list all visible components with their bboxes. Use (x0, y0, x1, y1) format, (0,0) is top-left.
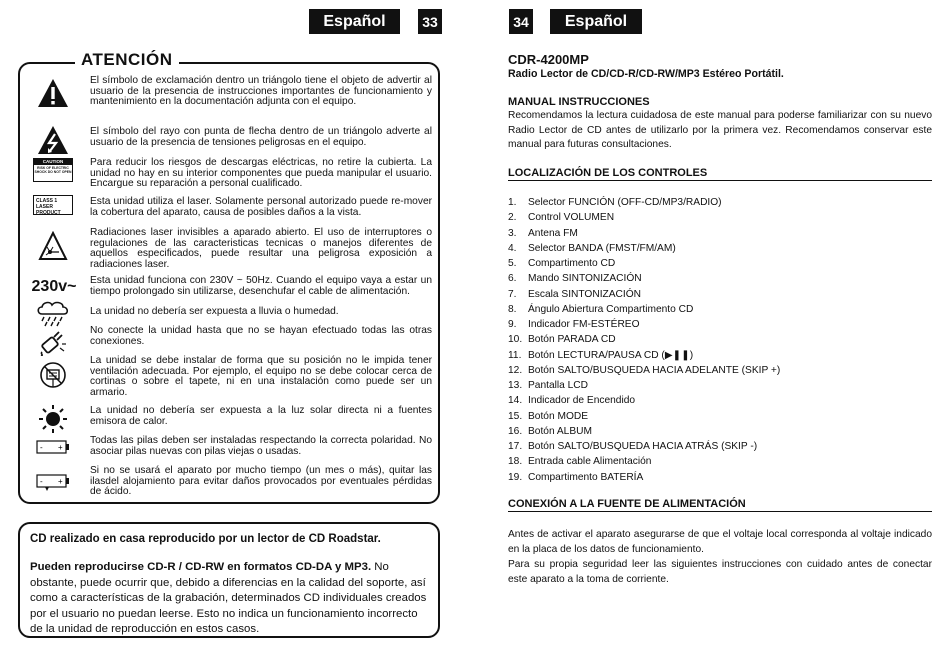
caution-label-text: CAUTION (34, 159, 72, 165)
list-item: 15. Botón MODE (508, 410, 589, 422)
svg-text:+: + (58, 477, 63, 486)
controls-list (508, 195, 932, 485)
list-item: 11. Botón LECTURA/PAUSA CD (▶❚❚) (508, 349, 694, 361)
list-item: 16. Botón ALBUM (508, 425, 592, 437)
rain-cloud-icon (32, 301, 74, 327)
svg-text:-: - (40, 443, 43, 452)
power-heading: CONEXIÓN A LA FUENTE DE ALIMENTACIÓN (508, 498, 932, 512)
page-number-right: 34 (509, 9, 533, 34)
caution-label-subtext: RISK OF ELECTRIC SHOCK DO NOT OPEN (34, 166, 72, 174)
battery-polarity-icon (32, 440, 74, 454)
attention-text: No conecte la unidad hasta que no se hayan efectuado todas las otras conexiones. (90, 325, 432, 347)
power-text-1: Antes de activar el aparato asegurarse de que el voltaje local corresponda al voltaje indicado en la placa de los datos de funcionamiento. (508, 529, 932, 555)
manual-heading: MANUAL INSTRUCCIONES (508, 96, 650, 108)
list-item: 10. Botón PARADA CD (508, 334, 616, 346)
list-item: 19. Compartimento BATERÍA (508, 471, 644, 483)
exclamation-triangle-icon (32, 78, 74, 108)
controls-heading: LOCALIZACIÓN DE LOS CONTROLES (508, 167, 932, 181)
language-label-right: Español (550, 9, 642, 34)
sun-icon (32, 404, 74, 434)
ventilation-icon (32, 360, 74, 390)
cd-note-heading: CD realizado en casa reproducido por un lector de CD Roadstar. (30, 533, 381, 545)
attention-box (18, 62, 440, 504)
laser-warning-icon (32, 231, 74, 261)
svg-text:-: - (40, 477, 43, 486)
list-item: 6. Mando SINTONIZACIÓN (508, 273, 642, 285)
attention-text: La unidad se debe instalar de forma que su posición no le impida tener ventilación adecuada. Por ejemplo, el equipo no se debe colocar cerca de cortinas o sobre el tapete, ni en una instalación como puede ser un armario. (90, 355, 432, 398)
attention-text: Esta unidad utiliza el laser. Solamente personal autorizado puede re-mover la cobertura del aparato, causa de posibles daños a la vista. (90, 196, 432, 218)
language-label-left: Español (309, 9, 400, 34)
list-item: 14. Indicador de Encendido (508, 395, 636, 407)
class1-laser-label-icon (32, 195, 74, 215)
attention-text: El símbolo del rayo con punta de flecha dentro de un triángolo adverte al usuario de la presencia de tensiones peligrosas en el equipo. (90, 126, 432, 148)
attention-text: Para reducir los riesgos de descargas eléctricas, no retire la cubierta. La unidad no hay en su interior componentes que pueda manipular el usuario. Encargue su reparación a personal cualificado. (90, 157, 432, 190)
power-text-2: Para su propia seguridad leer las siguientes instrucciones con cuidado antes de conectar este aparato a la toma de corriente. (508, 559, 932, 585)
lightning-triangle-icon (32, 125, 74, 155)
list-item: 3. Antena FM (508, 227, 578, 239)
cd-note-body (30, 560, 428, 638)
battery-leak-icon (32, 474, 74, 492)
list-item: 4. Selector BANDA (FMST/FM/AM) (508, 242, 676, 254)
list-item: 8. Ángulo Abiertura Compartimento CD (508, 303, 694, 315)
list-item: 5. Compartimento CD (508, 258, 616, 269)
attention-text: Radiaciones laser invisibles a aparado abierto. El uso de interruptores o regulaciones de las caracteristicas tecnicas o manejos diferentes de aquellos especificados, puede resultar una peligrosa exposición a radiaciones laser. (90, 227, 432, 270)
product-subtitle: Radio Lector de CD/CD-R/CD-RW/MP3 Estéreo Portátil. (508, 68, 784, 80)
voltage-label: 230v~ (31, 278, 77, 295)
list-item: 12. Botón SALTO/BUSQUEDA HACIA ADELANTE (SKIP +) (508, 364, 781, 376)
model-name: CDR-4200MP (508, 52, 589, 67)
list-item: 2. Control VOLUMEN (508, 212, 615, 224)
voltage-icon (28, 278, 80, 296)
manual-text: Recomendamos la lectura cuidadosa de este manual para poderse familiarizar con su nuevo Radio Lector de CD antes de utilizarlo por la primera vez. Recomendamos conservar este manual para futuras consultaciones. (508, 110, 932, 151)
attention-title: ATENCIÓN (75, 50, 179, 70)
list-item: 7. Escala SINTONIZACIÓN (508, 288, 642, 300)
list-item: 9. Indicador FM-ESTÉREO (508, 319, 640, 330)
svg-text:+: + (58, 443, 63, 452)
attention-text: Todas las pilas deben ser instaladas respectando la correcta polaridad. No asociar pilas nuevas con pilas viejas o usadas. (90, 435, 432, 457)
plug-icon (32, 328, 74, 356)
attention-text: La unidad no debería ser expuesta a lluvia o humedad. (90, 306, 339, 317)
class1-laser-label-text: CLASS 1 LASER PRODUCT (33, 195, 73, 215)
list-item: 13. Pantalla LCD (508, 380, 589, 391)
list-item: 17. Botón SALTO/BUSQUEDA HACIA ATRÁS (SKIP -) (508, 441, 758, 452)
attention-text: El símbolo de exclamación dentro un triángolo tiene el objeto de advertir al usuario de la presencia de instrucciones importantes de funcionamiento y mantenimiento en la documentación adjunta con el equipo. (90, 75, 432, 108)
caution-label-icon (32, 158, 74, 182)
cd-note-text: No obstante, puede ocurrir que, debido a diferencias en la calidad del soporte, así como a características de la grabación, determinados CD individuales creados por el usuario no puedan leerse. Esto no indica un funcionamiento incorrecto de la unidad de reproducción en estos casos. (30, 561, 427, 635)
cd-note-bold-lead: Pueden reproducirse CD-R / CD-RW en formatos CD-DA y MP3. (30, 561, 372, 573)
attention-text: Si no se usará el aparato por mucho tiempo (un mes o más), quitar las ilasdel alojamiento para evitar daños provocados por eventuales pérdidas de ácido. (90, 465, 432, 498)
cd-note-box (18, 522, 440, 638)
list-item: 18. Entrada cable Alimentación (508, 456, 652, 468)
page-number-left: 33 (418, 9, 442, 34)
attention-text: Esta unidad funciona con 230V ~ 50Hz. Cuando el equipo vaya a estar un tiempo prolongado sin utilizarse, desenchufar el cable de alimentación. (90, 275, 432, 297)
attention-text: La unidad no debería ser expuesta a la luz solar directa ni a fuentes emisora de calor. (90, 405, 432, 427)
list-item: 1. Selector FUNCIÓN (OFF-CD/MP3/RADIO) (508, 197, 722, 208)
